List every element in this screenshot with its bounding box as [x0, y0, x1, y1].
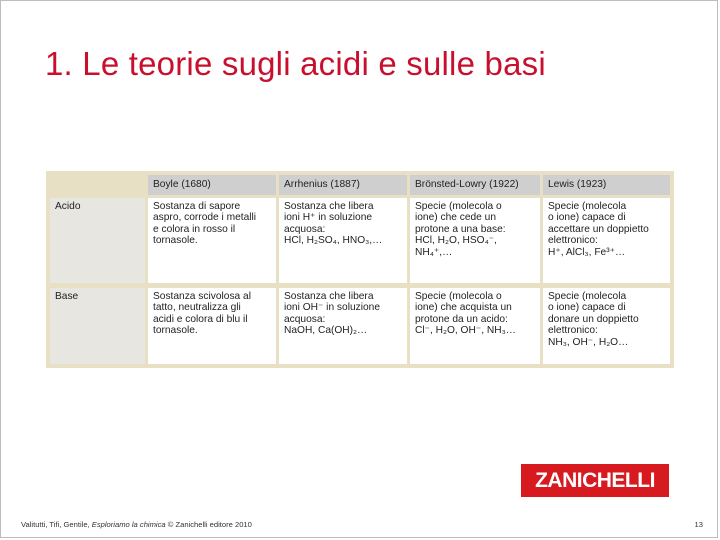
cell-line: ioni H⁺ in soluzione — [284, 212, 373, 224]
cell-line: NaOH, Ca(OH)₂… — [284, 325, 368, 337]
table-header-row — [50, 175, 670, 195]
cell-base-bronsted-lowry — [410, 288, 540, 364]
cell-line: donare un doppietto — [548, 313, 639, 325]
cell-line: ione) che acquista un — [415, 302, 512, 314]
cell-line: Specie (molecola o — [415, 201, 502, 212]
header-cell-boyle: Boyle (1680) — [148, 175, 276, 195]
cell-line: HCl, H₂SO₄, HNO₃,… — [284, 235, 383, 247]
cell-line: protone da un acido: — [415, 313, 508, 325]
cell-line: H⁺, AlCl₃, Fe³⁺… — [548, 246, 626, 258]
cell-acido-boyle — [148, 198, 276, 283]
cell-line: Sostanza scivolosa al — [153, 291, 251, 302]
cell-base-boyle — [148, 288, 276, 364]
cell-line: Specie (molecola o — [415, 291, 502, 302]
footer-authors: Valitutti, Tifi, Gentile, — [21, 520, 90, 529]
cell-line: accettare un doppietto — [548, 223, 649, 235]
cell-line: ione) che cede un — [415, 212, 496, 224]
acid-base-theories-table — [46, 171, 674, 368]
cell-line: HCl, H₂O, HSO₄⁻, — [415, 235, 497, 247]
footer-credit — [21, 520, 252, 529]
cell-line: Specie (molecola — [548, 201, 627, 212]
cell-line: aspro, corrode i metalli — [153, 212, 257, 224]
cell-base-arrhenius — [279, 288, 407, 364]
cell-line: o ione) capace di — [548, 212, 626, 224]
cell-line: o ione) capace di — [548, 302, 626, 314]
header-cell-arrhenius: Arrhenius (1887) — [279, 175, 407, 195]
page-number: 13 — [694, 520, 703, 529]
cell-line: elettronico: — [548, 325, 598, 337]
table-row-acido — [50, 198, 670, 283]
cell-acido-arrhenius — [279, 198, 407, 283]
table-row-base — [50, 288, 670, 364]
row-label-acido: Acido — [50, 198, 145, 283]
header-cell-bronsted-lowry: Brönsted-Lowry (1922) — [410, 175, 540, 195]
cell-line: Sostanza che libera — [284, 291, 374, 302]
cell-line: NH₄⁺,… — [415, 246, 453, 258]
footer-book-title: Esploriamo la chimica — [91, 520, 166, 529]
cell-line: acquosa: — [284, 223, 326, 235]
cell-line: acquosa: — [284, 313, 326, 325]
cell-line: elettronico: — [548, 235, 598, 247]
cell-line: acidi e colora di blu il — [153, 313, 248, 325]
cell-line: e colora in rosso il — [153, 223, 236, 235]
slide-title: 1. Le teorie sugli acidi e sulle basi — [45, 45, 546, 82]
cell-line: tatto, neutralizza gli — [153, 302, 241, 314]
cell-line: Sostanza di sapore — [153, 201, 241, 212]
cell-line: Cl⁻, H₂O, OH⁻, NH₃… — [415, 325, 516, 337]
cell-acido-lewis — [543, 198, 670, 283]
cell-line: Sostanza che libera — [284, 201, 374, 212]
cell-line: NH₃, OH⁻, H₂O… — [548, 336, 629, 348]
row-label-base: Base — [50, 288, 145, 364]
cell-line: ioni OH⁻ in soluzione — [284, 302, 380, 314]
cell-line: Specie (molecola — [548, 291, 627, 302]
footer-copyright: © Zanichelli editore 2010 — [167, 520, 252, 529]
zanichelli-logo: ZANICHELLI — [521, 464, 669, 497]
header-cell-lewis: Lewis (1923) — [543, 175, 670, 195]
cell-acido-bronsted-lowry — [410, 198, 540, 283]
header-cell-empty — [50, 175, 145, 195]
cell-base-lewis — [543, 288, 670, 364]
cell-line: tornasole. — [153, 235, 198, 247]
cell-line: protone a una base: — [415, 223, 506, 235]
cell-line: tornasole. — [153, 325, 198, 337]
